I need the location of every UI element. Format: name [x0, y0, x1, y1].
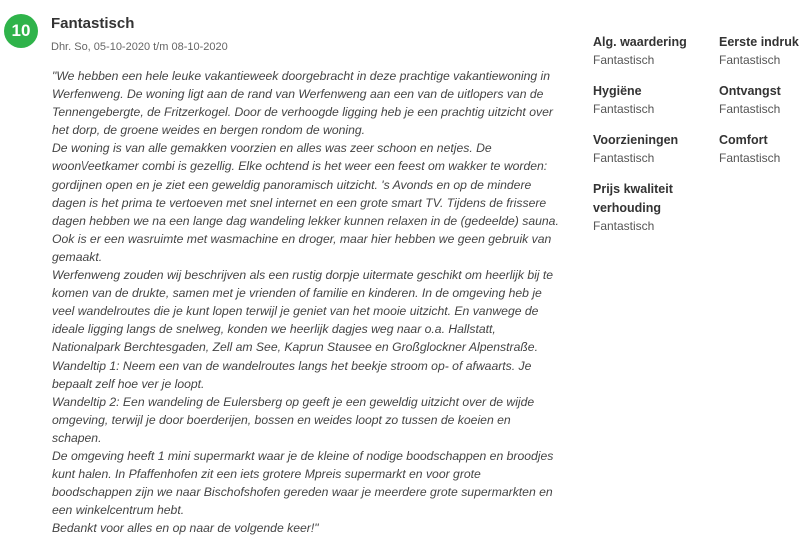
rating-comfort — [719, 131, 799, 167]
review-text-line: De woning is van alle gemakken voorzien en alles was zeer schoon en netjes. De — [52, 141, 492, 156]
rating-value: Fantastisch — [593, 102, 655, 116]
review-title: Fantastisch — [51, 15, 135, 32]
rating-label: Eerste indruk — [719, 35, 799, 49]
review-text-line: Werfenweng zouden wij beschrijven als een rustig dorpje uitermate geschikt om heerlijk bij te — [52, 268, 554, 283]
review-text-line: dagen hebben we na een lange dag wandeling lekker kunnen relaxen in de (gedeelde) sauna. — [52, 213, 559, 228]
rating-reception — [719, 82, 799, 118]
rating-overall — [593, 33, 713, 69]
review-text-line: Nationalpark Berchtesgaden, Zell am See, Kaprun Stausee en Großglockner Alpenstraße. — [52, 340, 538, 355]
rating-value: Fantastisch — [719, 151, 781, 165]
review-text — [52, 67, 562, 537]
rating-price-quality — [593, 180, 693, 235]
rating-label: Ontvangst — [719, 84, 781, 98]
review-text-line: gemaakt. — [52, 249, 103, 264]
rating-value: Fantastisch — [593, 151, 655, 165]
review-text-line: bepaalt zelf hoe ver je loopt. — [52, 376, 205, 391]
review-text-line: Wandeltip 1: Neem een van de wandelroutes langs het beekje stroom op- of afwaarts. Je — [52, 358, 532, 373]
review-text-line: schapen. — [52, 430, 102, 445]
review-text-line: kunt halen. In Pfaffenhofen zit een iets grotere Mpreis supermarkt en voor grote — [52, 467, 481, 482]
review-text-line: Wandeltip 2: Een wandeling de Eulersberg op geeft je een geweldig uitzicht over de wijde — [52, 394, 535, 409]
score-badge: 10 — [4, 14, 38, 48]
review-text-line: Werfenweng. De woning ligt aan de rand van Werfenweng aan een van de uitlopers van de — [52, 87, 544, 102]
rating-label: Prijs kwaliteit verhouding — [593, 182, 673, 215]
rating-label: Hygiëne — [593, 84, 642, 98]
rating-label: Comfort — [719, 133, 768, 147]
rating-hygiene — [593, 82, 713, 118]
review-meta: Dhr. So, 05-10-2020 t/m 08-10-2020 — [51, 41, 228, 53]
rating-value: Fantastisch — [719, 102, 781, 116]
review-text-line: Ook is er een wasruimte met wasmachine en droger, maar hier hebben we geen gebruik van — [52, 231, 552, 246]
review-text-line: veel wandelroutes die je kunt lopen terwijl je geniet van het mooie uitzicht. En vanwege de — [52, 304, 539, 319]
review-text-line: Bedankt voor alles en op naar de volgende keer!" — [52, 521, 319, 536]
rating-value: Fantastisch — [593, 53, 655, 67]
rating-first-impression — [719, 33, 799, 69]
review-text-line: De omgeving heeft 1 mini supermarkt waar je de kleine of nodige boodschappen en broodjes — [52, 448, 554, 463]
rating-value: Fantastisch — [719, 53, 781, 67]
review-text-line: het dorp, de groene weides en bergen rondom de woning. — [52, 123, 366, 138]
rating-facilities — [593, 131, 713, 167]
rating-label: Voorzieningen — [593, 133, 679, 147]
review-text-line: omgeving, terwijl je door boerderijen, bossen en weides loopt zo tussen de koeien en — [52, 412, 511, 427]
rating-label: Alg. waardering — [593, 35, 687, 49]
review-text-line: Tennengebergte, de Fritzerkogel. Door de verhoogde ligging heb je een prachtig uitzicht over — [52, 105, 553, 120]
review-text-line: boodschappen zijn we naar Bischofshofen gereden waar je meerdere grote supermarkten en — [52, 485, 553, 500]
review-text-line: "We hebben een hele leuke vakantieweek doorgebracht in deze prachtige vakantiewoning in — [52, 69, 551, 83]
review-text-line: ideale ligging langs de snelweg, konden we heerlijk dagjes weg naar o.a. Hallstatt, — [52, 322, 496, 337]
review-text-line: een winkelcentrum hebt. — [52, 503, 185, 518]
rating-value: Fantastisch — [593, 219, 655, 233]
review-text-line: gordijnen open en je ziet een geweldig panoramisch uitzicht. 's Avonds en op de mindere — [52, 177, 532, 192]
review-text-line: woon\/eetkamer combi is gezellig. Elke ochtend is het weer een feest om wakker te worden: — [52, 159, 548, 174]
review-text-line: komen van de drukte, samen met je vrienden of familie en kinderen. In de omgeving heb je — [52, 286, 542, 301]
review-text-line: dagen is het prima te vertoeven met snel internet en een grote smart TV. Tijdens de frissere — [52, 195, 547, 210]
